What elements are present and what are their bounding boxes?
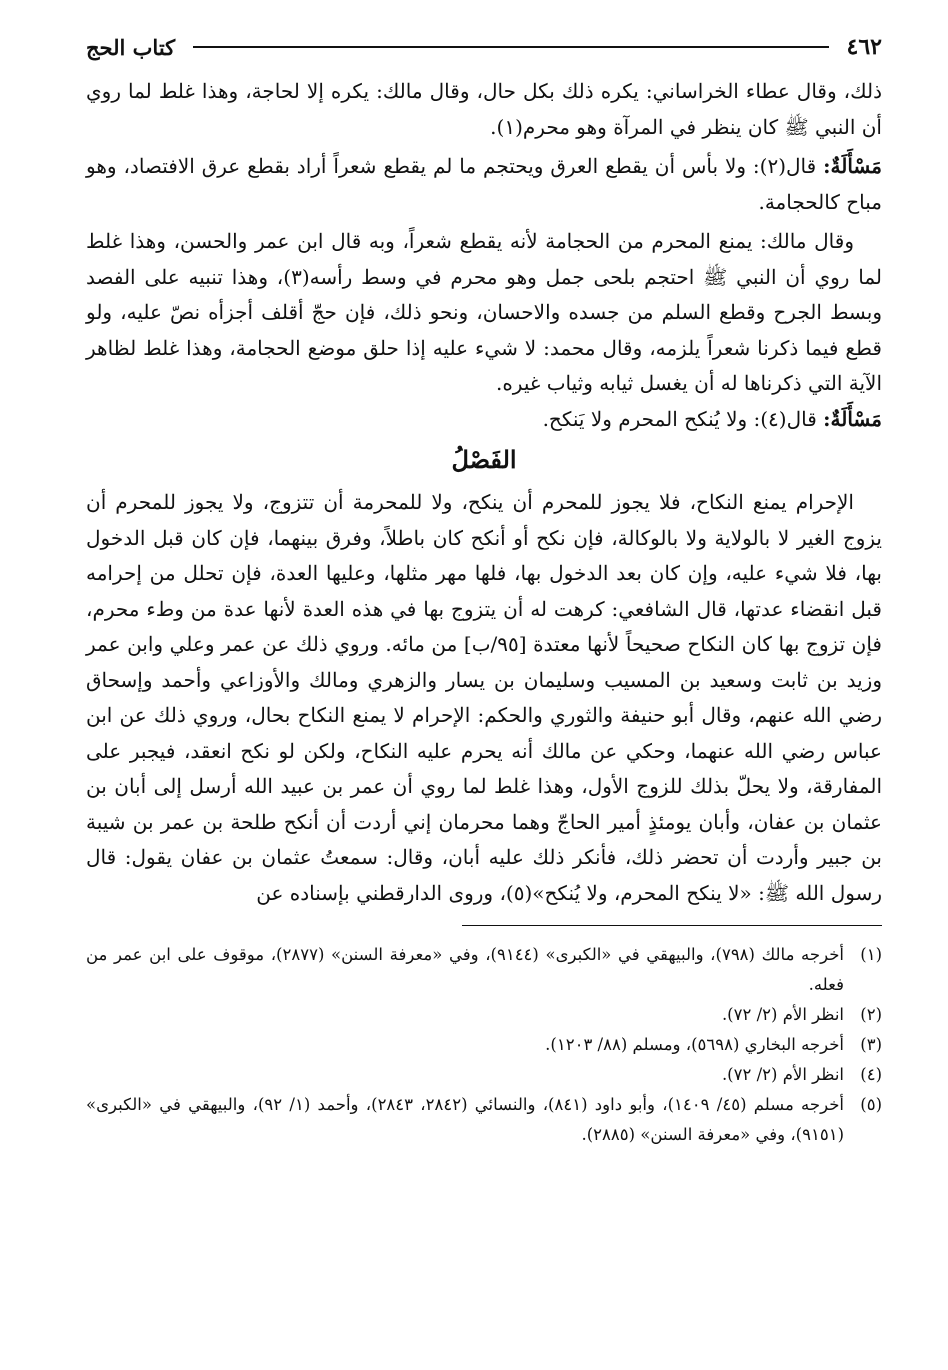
main-text xyxy=(86,74,882,911)
book-page xyxy=(86,30,882,1150)
footnote-number: (١) xyxy=(860,945,882,964)
footnote-text: انظر الأم (٢/ ٧٢). xyxy=(721,1005,844,1024)
page-number: ٤٦٢ xyxy=(846,34,882,60)
footnote-item xyxy=(86,1060,882,1090)
footnote-number: (٤) xyxy=(860,1065,882,1084)
footnote-separator xyxy=(462,925,882,926)
masala-paragraph-2 xyxy=(86,402,882,438)
masala-paragraph-1 xyxy=(86,149,882,220)
masala-text: قال(٤): ولا يُنكح المحرم ولا يَنكح. xyxy=(542,406,824,431)
footnote-item xyxy=(86,1000,882,1030)
header-rule xyxy=(193,46,828,48)
paragraph-continuation: ذلك، وقال عطاء الخراساني: يكره ذلك بكل حال، وقال مالك: يكره إلا لحاجة، وهذا غلط لما روي أن النبي ﷺ كان ينظر في المرآة وهو محرم(١). xyxy=(86,79,882,139)
footnote-text: أخرجه مسلم (٤٥/ ١٤٠٩)، وأبو داود (٨٤١)، والنسائي (٢٨٤٢، ٢٨٤٣)، وأحمد (١/ ٩٢)، والبيهقي في «الكبرى» (٩١٥١)، وفي «معرفة السنن» (٢٨٨٥). xyxy=(86,1095,844,1144)
paragraph-malik: وقال مالك: يمنع المحرم من الحجامة لأنه يقطع شعراً، وبه قال ابن عمر والحسن، وهذا غلط لما روي أن النبي ﷺ احتجم بلحى جمل وهو محرم في وسط رأسه(٣)، وهذا تنبيه على الفصد وبسط الجرح وقطع السلم من جسده والاحسان، ونحو ذلك، فإن حجّ أقلف أجزأه نصّ عليه، ولو قطع فيما ذكرنا شعراً يلزمه، وقال محمد: لا شيء عليه إذا حلق موضع الحجامة، وهذا غلط لظاهر الآية التي ذكرناها له أن يغسل ثيابه وثياب غيره. xyxy=(86,229,882,395)
footnote-number: (٢) xyxy=(860,1005,882,1024)
footnote-text: أخرجه البخاري (٥٦٩٨)، ومسلم (٨٨/ ١٢٠٣). xyxy=(545,1035,844,1054)
footnote-text: انظر الأم (٢/ ٧٢). xyxy=(721,1065,844,1084)
paragraph-fasl: الإحرام يمنع النكاح، فلا يجوز للمحرم أن ينكح، ولا للمحرمة أن تتزوج، ولا يجوز للمحرم أن يزوج الغير لا بالولاية ولا بالوكالة، فإن نكح أو أنكح كان باطلاً، وفرق بينهما، فإن كان قبل الدخول بها، فلا شيء عليه، وإن كان بعد الدخول بها، فلها مهر مثلها، وعليها العدة، فإن تحلل من إحرامه قبل انقضاء عدتها، قال الشافعي: كرهت له أن يتزوج بها في هذه العدة لأنها عدة من وطء محرم، فإن تزوج بها كان النكاح صحيحاً لأنها معتدة [٩٥/ب] من مائه. وروي ذلك عن عمر وعلي وابن عمر وزيد بن ثابت وسعيد بن المسيب وسليمان بن يسار والزهري ومالك والأوزاعي وأحمد وإسحاق رضي الله عنهم، وقال أبو حنيفة والثوري والحكم: الإحرام لا يمنع النكاح بحال، وروي ذلك عن ابن عباس رضي الله عنهما، وحكي عن مالك أنه يحرم عليه النكاح، ولكن لو نكح انعقد، فيجبر على المفارقة، ولا يحلّ بذلك للزوج الأول، وهذا غلط لما روي أن عمر بن عبيد الله أرسل إلى أبان بن عثمان بن عفان، وأبان يومئذٍ أمير الحاجّ وهما محرمان إني أردت أن أنكح طلحة بن عمر بن شيبة بن جبير وأردت أن تحضر ذلك، فأنكر ذلك عليه أبان، وقال: سمعتُ عثمان بن عفان يقول: قال رسول الله ﷺ: «لا ينكح المحرم، ولا يُنكح»(٥)، وروى الدارقطني بإسناده عن xyxy=(86,490,883,905)
section-heading: الفَصْلُ xyxy=(451,445,517,474)
footnote-item xyxy=(86,1030,882,1060)
footnote-item xyxy=(86,1090,882,1150)
masala-label: مَسْأَلَةٌ: xyxy=(823,154,882,178)
footnote-item xyxy=(86,940,882,1000)
footnotes xyxy=(86,940,882,1150)
footnote-number: (٥) xyxy=(860,1095,882,1114)
page-header xyxy=(86,30,882,64)
footnote-text: أخرجه مالك (٧٩٨)، والبيهقي في «الكبرى» (٩١٤٤)، وفي «معرفة السنن» (٢٨٧٧)، موقوف على ابن عمر من فعله. xyxy=(86,945,844,994)
book-title: كتاب الحج xyxy=(86,34,176,60)
masala-text: قال(٢): ولا بأس أن يقطع العرق ويحتجم ما لم يقطع شعراً أراد بقطع عرق الافتصاد، وهو مباح كالحجامة. xyxy=(86,154,882,214)
masala-label: مَسْأَلَةٌ: xyxy=(823,406,882,431)
footnote-number: (٣) xyxy=(860,1035,882,1054)
